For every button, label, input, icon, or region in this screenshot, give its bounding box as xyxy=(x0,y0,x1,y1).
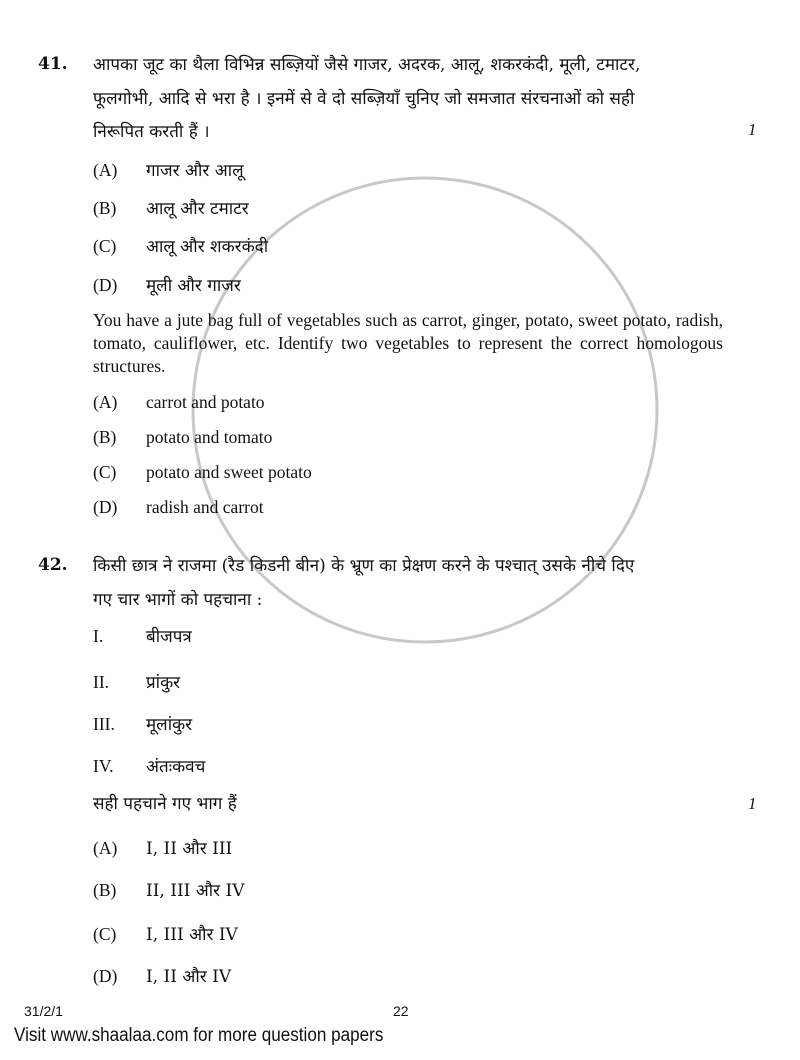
q41-hindi-line: आपका जूट का थैला विभिन्न सब्ज़ियों जैसे गाजर, अदरक, आलू, शकरकंदी, मूली, टमाटर, xyxy=(93,55,641,75)
q42-hindi-line: गए चार भागों को पहचाना : xyxy=(93,590,263,610)
option-text: मूली और गाजर xyxy=(146,276,241,296)
paper-code: 31/2/1 xyxy=(24,1003,63,1019)
option-text: radish and carrot xyxy=(146,497,264,517)
visit-link[interactable]: Visit www.shaalaa.com for more question papers xyxy=(14,1025,384,1046)
option-text: आलू और शकरकंदी xyxy=(146,237,269,257)
option-text: I, II और III xyxy=(146,839,233,859)
part-label: IV. xyxy=(93,756,114,776)
part-text: मूलांकुर xyxy=(146,715,193,735)
option-label: (C) xyxy=(93,924,117,944)
q42-marks: 1 xyxy=(748,794,757,813)
option-text: आलू और टमाटर xyxy=(146,199,249,219)
question-41-number: 41. xyxy=(38,54,68,74)
option-text: I, II और IV xyxy=(146,967,232,987)
part-text: अंतःकवच xyxy=(146,757,206,777)
option-label: (A) xyxy=(93,392,118,412)
option-label: (D) xyxy=(93,275,118,295)
part-label: I. xyxy=(93,626,104,646)
option-label: (B) xyxy=(93,427,117,447)
option-text: potato and tomato xyxy=(146,427,273,447)
q41-hindi-line: फूलगोभी, आदि से भरा है । इनमें से वे दो सब्ज़ियाँ चुनिए जो समजात संरचनाओं को सही xyxy=(93,89,635,109)
option-text: I, III और IV xyxy=(146,925,238,945)
q42-hindi-line: किसी छात्र ने राजमा (रैड किडनी बीन) के भ्रूण का प्रेक्षण करने के पश्चात् उसके नीचे दिए xyxy=(93,556,635,576)
part-label: III. xyxy=(93,714,115,734)
option-label: (D) xyxy=(93,966,118,986)
option-label: (B) xyxy=(93,880,117,900)
option-text: II, III और IV xyxy=(146,881,245,901)
q41-english-text: You have a jute bag full of vegetables such as carrot, ginger, potato, sweet potato, radish, tomato, cauliflower, etc. Identify two vegetables to represent the correct homologous structures. xyxy=(93,310,723,376)
q41-marks: 1 xyxy=(748,120,757,139)
option-label: (C) xyxy=(93,236,117,256)
part-label: II. xyxy=(93,672,110,692)
option-label: (A) xyxy=(93,838,118,858)
option-text: potato and sweet potato xyxy=(146,462,312,482)
page-number: 22 xyxy=(393,1003,409,1019)
option-text: गाजर और आलू xyxy=(146,161,244,181)
part-text: प्रांकुर xyxy=(146,673,181,693)
option-text: carrot and potato xyxy=(146,392,265,412)
question-42-number: 42. xyxy=(38,555,68,575)
option-label: (A) xyxy=(93,160,118,180)
option-label: (B) xyxy=(93,198,117,218)
option-label: (C) xyxy=(93,462,117,482)
q41-hindi-line: निरूपित करती हैं । xyxy=(93,122,210,142)
part-text: बीजपत्र xyxy=(146,627,192,647)
option-label: (D) xyxy=(93,497,118,517)
q42-prompt: सही पहचाने गए भाग हैं xyxy=(93,794,237,814)
